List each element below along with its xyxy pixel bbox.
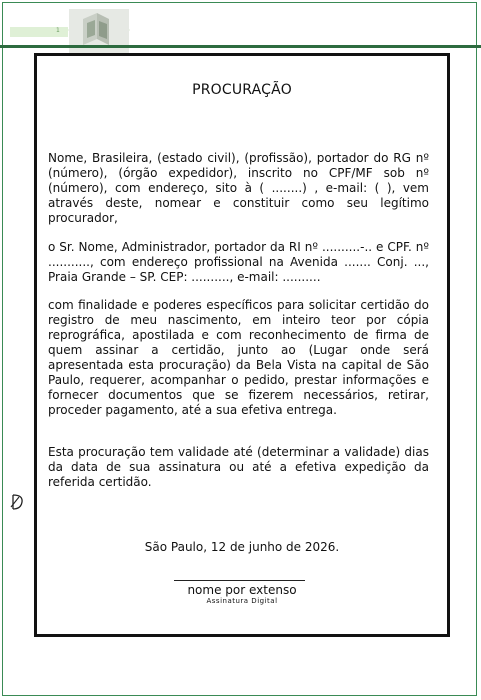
header-strip bbox=[10, 27, 68, 37]
date-line: São Paulo, 12 de junho de 2026. bbox=[144, 540, 340, 554]
header-rule bbox=[0, 45, 481, 48]
document-body bbox=[34, 53, 450, 637]
attorney-paragraph: o Sr. Nome, Administrador, portador da RI nº ..........-.. e CPF. nº ..........., com endereço profissional na Avenida ....... Conj. ..., Praia Grande – SP. CEP: .........., e-mail: .......... bbox=[48, 240, 429, 284]
signature-mark-icon bbox=[10, 493, 26, 511]
powers-paragraph: com finalidade e poderes específicos para solicitar certidão do registro de meu nascimento, em inteiro teor por cópia reprográfica, apostilada e com reconhecimento de firma de quem assinar a certidão, junto ao (Lugar onde será apresentada esta procuração) da Bela Vista na capital de São Paulo, requerer, acompanhar o pedido, prestar informações e fornecer documentos que se fizerem necessários, retirar, proceder pagamento, até a sua efetiva entrega. bbox=[48, 298, 429, 417]
document-title: PROCURAÇÃO bbox=[192, 82, 292, 98]
grantor-paragraph: Nome, Brasileira, (estado civil), (profissão), portador do RG nº (número), (órgão expedidor), inscrito no CPF/MF sob nº (número), com endereço, sito à ( ........) , e-mail: ( ), vem através deste, nomear e constituir como seu legítimo procurador, bbox=[48, 151, 429, 225]
signature-line bbox=[174, 580, 305, 581]
document-logo-icon bbox=[69, 9, 129, 57]
signature-caption: Assinatura Digital bbox=[206, 597, 278, 605]
signature-name: nome por extenso bbox=[187, 583, 297, 597]
validity-paragraph: Esta procuração tem validade até (determinar a validade) dias da data de sua assinatura ou até a efetiva expedição da referida certidão. bbox=[48, 445, 429, 489]
header-strip-number: 1 bbox=[56, 27, 60, 34]
